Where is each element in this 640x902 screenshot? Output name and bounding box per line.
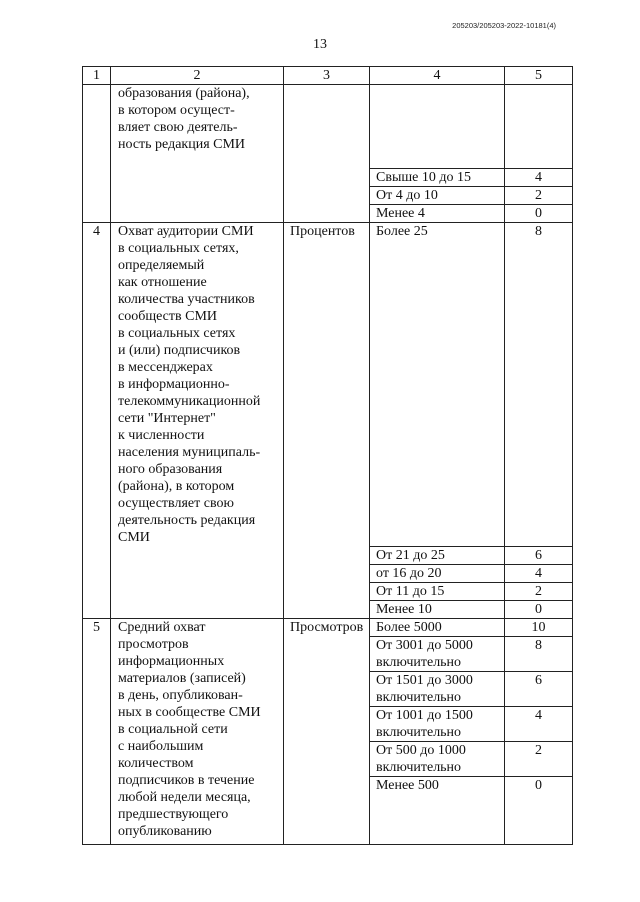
points-cell: 4 xyxy=(505,707,573,742)
range-cell xyxy=(370,672,505,707)
points-cell: 4 xyxy=(505,565,573,583)
criterion-line: в социальных сетях xyxy=(118,326,236,341)
criterion-line: сообществ СМИ xyxy=(118,309,218,324)
range-line: Менее 500 xyxy=(376,778,439,793)
criteria-table xyxy=(82,66,573,845)
criterion-line: материалов (записей) xyxy=(118,671,246,686)
criterion-line: в день, опубликован- xyxy=(118,688,243,703)
criterion-line: Средний охват xyxy=(118,620,206,635)
range-cell: От 11 до 15 xyxy=(370,583,505,601)
points-cell: 6 xyxy=(505,547,573,565)
criterion-line: СМИ xyxy=(118,530,150,545)
column-header: 4 xyxy=(370,67,505,85)
row-number-cell xyxy=(83,85,111,223)
table-row xyxy=(83,223,573,547)
criterion-line: как отношение xyxy=(118,275,207,290)
criterion-line: с наибольшим xyxy=(118,739,204,754)
criterion-line: в социальных сетях, xyxy=(118,241,239,256)
criterion-line: Охват аудитории СМИ xyxy=(118,224,254,239)
table-row xyxy=(83,619,573,637)
row-number-cell: 5 xyxy=(83,619,111,845)
criterion-line: ность редакция СМИ xyxy=(118,137,246,152)
points-cell: 4 xyxy=(505,169,573,187)
column-header: 1 xyxy=(83,67,111,85)
points-cell: 0 xyxy=(505,601,573,619)
range-line: От 1501 до 3000 xyxy=(376,673,473,688)
points-cell: 2 xyxy=(505,187,573,205)
range-cell: Свыше 10 до 15 xyxy=(370,169,505,187)
criterion-line: вляет свою деятель- xyxy=(118,120,238,135)
criterion-line: и (или) подписчиков xyxy=(118,343,241,358)
table-header-row xyxy=(83,67,573,85)
range-line: включительно xyxy=(376,760,462,775)
unit-cell xyxy=(284,85,370,223)
page-number: 13 xyxy=(313,37,327,52)
criterion-line: количеством xyxy=(118,756,194,771)
range-cell xyxy=(370,619,505,637)
criterion-line: (района), в котором xyxy=(118,479,235,494)
criterion-line: предшествующего xyxy=(118,807,229,822)
criterion-line: деятельность редакция xyxy=(118,513,256,528)
range-line: включительно xyxy=(376,690,462,705)
range-cell: Менее 10 xyxy=(370,601,505,619)
criterion-line: сети "Интернет" xyxy=(118,411,216,426)
criterion-cell xyxy=(111,619,284,845)
range-cell: От 21 до 25 xyxy=(370,547,505,565)
points-cell: 6 xyxy=(505,672,573,707)
unit-cell: Просмотров xyxy=(284,619,370,845)
criterion-line: ного образования xyxy=(118,462,223,477)
criterion-line: количества участников xyxy=(118,292,255,307)
criterion-line: в информационно- xyxy=(118,377,230,392)
criterion-line: телекоммуникационной xyxy=(118,394,261,409)
range-cell xyxy=(370,742,505,777)
points-cell xyxy=(505,85,573,169)
criterion-line: просмотров xyxy=(118,637,189,652)
range-line: От 3001 до 5000 xyxy=(376,638,473,653)
range-cell: Менее 4 xyxy=(370,205,505,223)
criterion-line: в социальной сети xyxy=(118,722,228,737)
criterion-line: любой недели месяца, xyxy=(118,790,251,805)
range-cell xyxy=(370,777,505,845)
table-row xyxy=(83,85,573,169)
criterion-line: определяемый xyxy=(118,258,205,273)
points-cell: 2 xyxy=(505,583,573,601)
column-header: 2 xyxy=(111,67,284,85)
range-cell: от 16 до 20 xyxy=(370,565,505,583)
criterion-cell xyxy=(111,85,284,223)
criterion-line: к численности xyxy=(118,428,205,443)
range-line: включительно xyxy=(376,725,462,740)
range-cell: Более 25 xyxy=(370,223,505,547)
criterion-line: подписчиков в течение xyxy=(118,773,255,788)
points-cell: 0 xyxy=(505,205,573,223)
unit-cell: Процентов xyxy=(284,223,370,619)
range-cell: От 4 до 10 xyxy=(370,187,505,205)
criterion-line: образования (района), xyxy=(118,86,250,101)
range-cell xyxy=(370,85,505,169)
points-cell: 2 xyxy=(505,742,573,777)
range-cell xyxy=(370,637,505,672)
range-line: От 500 до 1000 xyxy=(376,743,466,758)
points-cell: 0 xyxy=(505,777,573,845)
row-number-cell: 4 xyxy=(83,223,111,619)
points-cell: 8 xyxy=(505,223,573,547)
criterion-line: в мессенджерах xyxy=(118,360,213,375)
range-line: Более 5000 xyxy=(376,620,442,635)
points-cell: 10 xyxy=(505,619,573,637)
column-header: 5 xyxy=(505,67,573,85)
range-cell xyxy=(370,707,505,742)
range-line: От 1001 до 1500 xyxy=(376,708,473,723)
points-cell: 8 xyxy=(505,637,573,672)
document-id: 205203/205203-2022-10181(4) xyxy=(452,21,556,30)
criterion-line: населения муниципаль- xyxy=(118,445,261,460)
criterion-line: осуществляет свою xyxy=(118,496,234,511)
range-line: включительно xyxy=(376,655,462,670)
criterion-line: в котором осущест- xyxy=(118,103,235,118)
criterion-line: опубликованию xyxy=(118,824,212,839)
criterion-cell xyxy=(111,223,284,619)
column-header: 3 xyxy=(284,67,370,85)
criterion-line: информационных xyxy=(118,654,225,669)
criterion-line: ных в сообществе СМИ xyxy=(118,705,261,720)
